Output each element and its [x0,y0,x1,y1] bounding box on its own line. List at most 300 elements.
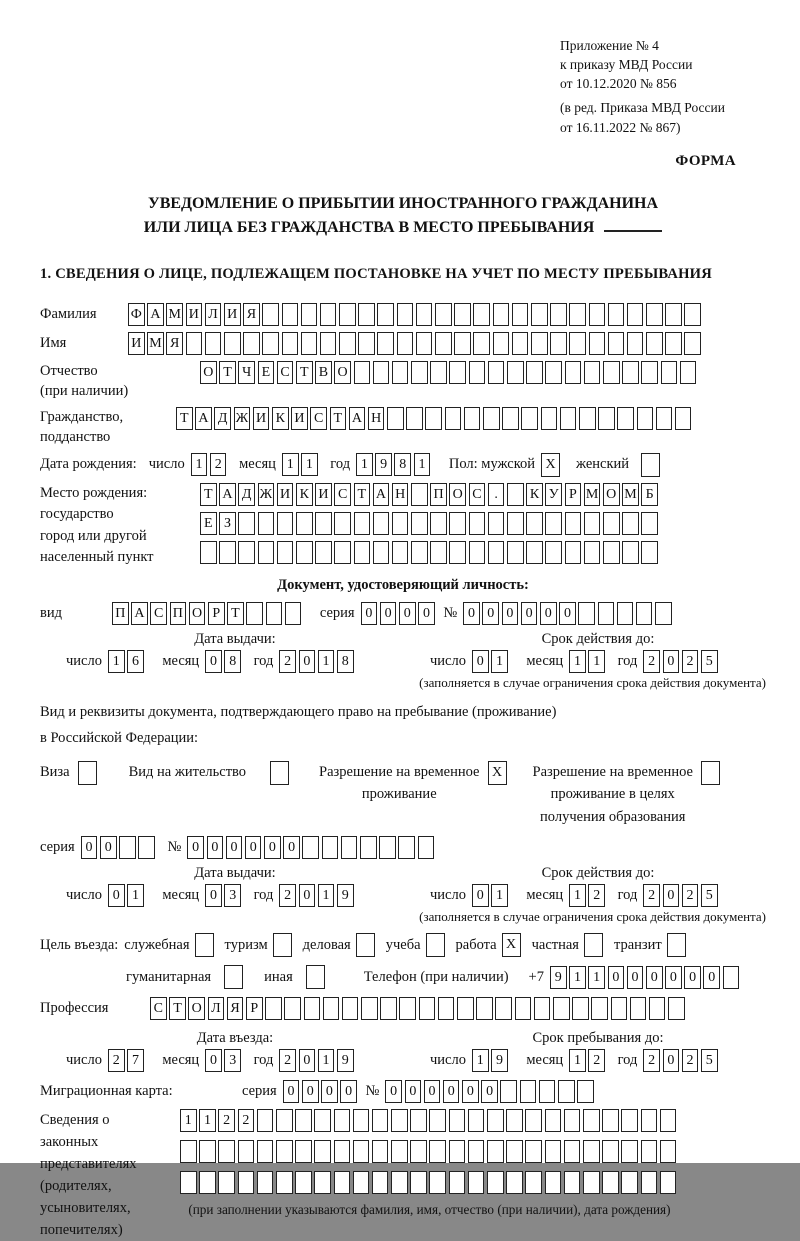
char-cell[interactable] [257,1109,274,1132]
char-cell[interactable]: 1 [199,1109,216,1132]
char-cell[interactable]: Т [169,997,186,1020]
char-cell[interactable]: 0 [502,602,519,625]
char-cell[interactable]: 1 [356,453,373,476]
char-cell[interactable]: 0 [418,602,435,625]
char-cell[interactable]: И [224,303,241,326]
char-cell[interactable]: У [545,483,562,506]
char-cell[interactable] [418,836,435,859]
char-cell[interactable]: О [603,483,620,506]
char-cell[interactable] [660,1171,677,1194]
char-cell[interactable] [430,361,447,384]
char-cell[interactable] [572,997,589,1020]
char-cell[interactable] [641,1109,658,1132]
char-cell[interactable]: 9 [337,884,354,907]
char-cell[interactable]: Д [214,407,231,430]
char-cell[interactable]: Е [200,512,217,535]
char-cell[interactable] [584,361,601,384]
char-cell[interactable] [411,512,428,535]
char-cell[interactable]: 2 [682,650,699,673]
char-cell[interactable]: 0 [187,836,204,859]
char-cell[interactable] [488,541,505,564]
char-cell[interactable]: А [131,602,148,625]
char-cell[interactable] [507,361,524,384]
char-cell[interactable] [334,541,351,564]
char-cell[interactable] [469,361,486,384]
char-cell[interactable] [603,512,620,535]
char-cell[interactable] [265,997,282,1020]
char-cell[interactable] [296,512,313,535]
char-cell[interactable]: С [310,407,327,430]
char-cell[interactable]: 0 [663,884,680,907]
char-cell[interactable]: 2 [682,884,699,907]
char-cell[interactable] [641,512,658,535]
char-cell[interactable] [603,361,620,384]
char-cell[interactable]: 0 [399,602,416,625]
char-cell[interactable]: 2 [643,650,660,673]
char-cell[interactable] [379,836,396,859]
char-cell[interactable] [565,512,582,535]
char-cell[interactable] [469,541,486,564]
char-cell[interactable] [636,602,653,625]
char-cell[interactable] [454,332,471,355]
char-cell[interactable] [322,836,339,859]
char-cell[interactable] [495,997,512,1020]
char-cell[interactable]: 2 [218,1109,235,1132]
char-cell[interactable] [493,332,510,355]
char-cell[interactable]: Т [219,361,236,384]
char-cell[interactable] [564,1171,581,1194]
char-cell[interactable] [483,407,500,430]
char-cell[interactable]: 0 [472,650,489,673]
char-cell[interactable] [541,407,558,430]
char-cell[interactable] [315,541,332,564]
char-cell[interactable] [429,1140,446,1163]
char-cell[interactable]: 0 [299,650,316,673]
char-cell[interactable]: А [147,303,164,326]
char-cell[interactable]: 0 [226,836,243,859]
char-cell[interactable] [723,966,740,989]
char-cell[interactable]: Т [176,407,193,430]
char-cell[interactable] [295,1171,312,1194]
char-cell[interactable] [553,997,570,1020]
char-cell[interactable] [334,1109,351,1132]
char-cell[interactable]: 1 [569,1049,586,1072]
char-cell[interactable]: 2 [279,1049,296,1072]
char-cell[interactable] [372,1109,389,1132]
char-cell[interactable] [334,512,351,535]
char-cell[interactable] [284,997,301,1020]
char-cell[interactable] [353,1171,370,1194]
char-cell[interactable] [646,303,663,326]
char-cell[interactable] [469,512,486,535]
char-cell[interactable] [550,303,567,326]
char-cell[interactable] [224,332,241,355]
char-cell[interactable] [392,541,409,564]
char-cell[interactable] [258,512,275,535]
char-cell[interactable] [410,1140,427,1163]
char-cell[interactable]: 0 [340,1080,357,1103]
char-cell[interactable] [341,836,358,859]
char-cell[interactable] [391,1171,408,1194]
char-cell[interactable] [684,332,701,355]
char-cell[interactable]: 0 [405,1080,422,1103]
char-cell[interactable] [665,332,682,355]
char-cell[interactable] [627,332,644,355]
char-cell[interactable]: 0 [380,602,397,625]
char-cell[interactable]: 1 [588,650,605,673]
char-cell[interactable] [468,1109,485,1132]
char-cell[interactable]: А [195,407,212,430]
char-cell[interactable] [578,602,595,625]
char-cell[interactable]: 1 [180,1109,197,1132]
char-cell[interactable] [416,332,433,355]
char-cell[interactable]: М [166,303,183,326]
char-cell[interactable]: 1 [301,453,318,476]
char-cell[interactable] [354,541,371,564]
char-cell[interactable]: Д [238,483,255,506]
char-cell[interactable]: 2 [588,884,605,907]
char-cell[interactable]: 1 [414,453,431,476]
char-cell[interactable]: 2 [643,1049,660,1072]
char-cell[interactable] [199,1140,216,1163]
sex-male-checkbox[interactable]: X [541,453,560,477]
char-cell[interactable] [334,1171,351,1194]
char-cell[interactable]: 8 [394,453,411,476]
char-cell[interactable] [502,407,519,430]
char-cell[interactable] [621,1171,638,1194]
char-cell[interactable] [380,997,397,1020]
char-cell[interactable]: З [219,512,236,535]
char-cell[interactable]: А [373,483,390,506]
char-cell[interactable] [238,1171,255,1194]
char-cell[interactable] [399,997,416,1020]
char-cell[interactable]: 5 [701,1049,718,1072]
char-cell[interactable]: 0 [81,836,98,859]
char-cell[interactable]: 0 [540,602,557,625]
char-cell[interactable] [608,303,625,326]
char-cell[interactable] [361,997,378,1020]
char-cell[interactable] [649,997,666,1020]
char-cell[interactable]: К [526,483,543,506]
char-cell[interactable]: 8 [337,650,354,673]
char-cell[interactable] [302,836,319,859]
char-cell[interactable]: 0 [663,1049,680,1072]
char-cell[interactable] [565,361,582,384]
char-cell[interactable] [646,332,663,355]
char-cell[interactable]: 0 [302,1080,319,1103]
char-cell[interactable]: 0 [684,966,701,989]
char-cell[interactable] [454,303,471,326]
char-cell[interactable] [621,1140,638,1163]
char-cell[interactable]: Е [258,361,275,384]
char-cell[interactable] [457,997,474,1020]
char-cell[interactable]: С [150,997,167,1020]
char-cell[interactable]: К [296,483,313,506]
char-cell[interactable] [372,1140,389,1163]
char-cell[interactable]: О [188,997,205,1020]
char-cell[interactable] [314,1171,331,1194]
char-cell[interactable] [526,361,543,384]
char-cell[interactable] [602,1171,619,1194]
char-cell[interactable] [186,332,203,355]
sex-female-checkbox[interactable] [641,453,660,477]
char-cell[interactable] [397,303,414,326]
char-cell[interactable] [320,332,337,355]
char-cell[interactable]: 1 [569,966,586,989]
char-cell[interactable] [425,407,442,430]
char-cell[interactable] [392,512,409,535]
char-cell[interactable]: 0 [283,1080,300,1103]
char-cell[interactable] [276,1109,293,1132]
char-cell[interactable] [295,1140,312,1163]
char-cell[interactable] [257,1171,274,1194]
char-cell[interactable] [602,1140,619,1163]
char-cell[interactable] [391,1140,408,1163]
char-cell[interactable] [411,541,428,564]
char-cell[interactable] [468,1140,485,1163]
char-cell[interactable] [488,512,505,535]
char-cell[interactable] [565,541,582,564]
char-cell[interactable] [493,303,510,326]
char-cell[interactable]: 0 [646,966,663,989]
char-cell[interactable] [520,1080,537,1103]
char-cell[interactable]: С [277,361,294,384]
char-cell[interactable] [589,303,606,326]
char-cell[interactable] [119,836,136,859]
char-cell[interactable] [339,303,356,326]
char-cell[interactable]: 2 [279,884,296,907]
char-cell[interactable]: 0 [703,966,720,989]
work-checkbox[interactable]: X [502,933,521,957]
char-cell[interactable] [339,332,356,355]
char-cell[interactable] [435,303,452,326]
char-cell[interactable] [569,332,586,355]
char-cell[interactable]: 1 [491,884,508,907]
char-cell[interactable]: 9 [375,453,392,476]
char-cell[interactable] [353,1140,370,1163]
char-cell[interactable] [277,541,294,564]
char-cell[interactable]: И [315,483,332,506]
char-cell[interactable] [641,541,658,564]
char-cell[interactable]: 9 [491,1049,508,1072]
char-cell[interactable]: 1 [472,1049,489,1072]
business-checkbox[interactable] [356,933,375,957]
char-cell[interactable]: О [200,361,217,384]
char-cell[interactable] [342,997,359,1020]
char-cell[interactable] [569,303,586,326]
char-cell[interactable] [534,997,551,1020]
char-cell[interactable] [315,512,332,535]
char-cell[interactable] [545,512,562,535]
char-cell[interactable] [243,332,260,355]
char-cell[interactable] [200,541,217,564]
char-cell[interactable] [387,407,404,430]
char-cell[interactable]: Я [243,303,260,326]
char-cell[interactable] [630,997,647,1020]
char-cell[interactable] [525,1140,542,1163]
char-cell[interactable]: 0 [283,836,300,859]
char-cell[interactable] [238,541,255,564]
char-cell[interactable]: 2 [588,1049,605,1072]
char-cell[interactable] [435,332,452,355]
char-cell[interactable] [320,303,337,326]
char-cell[interactable]: Т [296,361,313,384]
char-cell[interactable]: В [315,361,332,384]
char-cell[interactable] [301,303,318,326]
char-cell[interactable]: 0 [481,1080,498,1103]
char-cell[interactable]: 0 [108,884,125,907]
char-cell[interactable]: Ж [258,483,275,506]
char-cell[interactable] [262,303,279,326]
char-cell[interactable] [438,997,455,1020]
char-cell[interactable]: И [291,407,308,430]
char-cell[interactable] [219,541,236,564]
char-cell[interactable] [373,512,390,535]
char-cell[interactable] [675,407,692,430]
char-cell[interactable] [353,1109,370,1132]
char-cell[interactable] [507,541,524,564]
char-cell[interactable] [360,836,377,859]
char-cell[interactable] [429,1171,446,1194]
char-cell[interactable] [598,407,615,430]
char-cell[interactable] [617,407,634,430]
char-cell[interactable]: 0 [205,884,222,907]
char-cell[interactable] [377,303,394,326]
char-cell[interactable]: 0 [559,602,576,625]
char-cell[interactable] [583,1171,600,1194]
char-cell[interactable] [358,303,375,326]
char-cell[interactable] [539,1080,556,1103]
char-cell[interactable] [354,512,371,535]
char-cell[interactable]: Б [641,483,658,506]
char-cell[interactable] [515,997,532,1020]
char-cell[interactable] [564,1140,581,1163]
char-cell[interactable] [373,361,390,384]
char-cell[interactable] [430,512,447,535]
char-cell[interactable]: 2 [279,650,296,673]
char-cell[interactable] [608,332,625,355]
char-cell[interactable]: С [469,483,486,506]
char-cell[interactable]: Р [208,602,225,625]
char-cell[interactable] [429,1109,446,1132]
char-cell[interactable] [406,407,423,430]
char-cell[interactable] [558,1080,575,1103]
char-cell[interactable] [410,1171,427,1194]
char-cell[interactable] [323,997,340,1020]
char-cell[interactable] [500,1080,517,1103]
char-cell[interactable]: 9 [550,966,567,989]
char-cell[interactable]: П [170,602,187,625]
char-cell[interactable]: Н [392,483,409,506]
char-cell[interactable] [668,997,685,1020]
char-cell[interactable] [627,303,644,326]
char-cell[interactable] [584,512,601,535]
char-cell[interactable]: 1 [569,884,586,907]
char-cell[interactable] [449,361,466,384]
char-cell[interactable] [598,602,615,625]
char-cell[interactable]: 3 [224,1049,241,1072]
char-cell[interactable] [577,1080,594,1103]
char-cell[interactable] [285,602,302,625]
char-cell[interactable] [410,1109,427,1132]
other-checkbox[interactable] [306,965,325,989]
char-cell[interactable]: 1 [588,966,605,989]
official-checkbox[interactable] [195,933,214,957]
char-cell[interactable] [525,1171,542,1194]
char-cell[interactable] [579,407,596,430]
char-cell[interactable] [583,1140,600,1163]
char-cell[interactable] [545,1171,562,1194]
char-cell[interactable]: 0 [424,1080,441,1103]
char-cell[interactable]: С [334,483,351,506]
char-cell[interactable]: 0 [385,1080,402,1103]
char-cell[interactable] [661,361,678,384]
char-cell[interactable] [138,836,155,859]
char-cell[interactable] [282,303,299,326]
char-cell[interactable]: 0 [205,650,222,673]
char-cell[interactable] [507,483,524,506]
char-cell[interactable]: 0 [299,884,316,907]
char-cell[interactable] [411,483,428,506]
char-cell[interactable] [684,303,701,326]
char-cell[interactable] [277,512,294,535]
char-cell[interactable] [560,407,577,430]
char-cell[interactable] [660,1109,677,1132]
char-cell[interactable]: И [253,407,270,430]
char-cell[interactable]: 0 [245,836,262,859]
char-cell[interactable] [660,1140,677,1163]
char-cell[interactable] [304,997,321,1020]
char-cell[interactable] [545,1140,562,1163]
char-cell[interactable]: 1 [282,453,299,476]
char-cell[interactable]: 0 [627,966,644,989]
char-cell[interactable] [665,303,682,326]
char-cell[interactable] [473,303,490,326]
char-cell[interactable]: И [186,303,203,326]
char-cell[interactable] [354,361,371,384]
char-cell[interactable] [314,1140,331,1163]
char-cell[interactable] [641,1171,658,1194]
char-cell[interactable] [637,407,654,430]
visa-checkbox[interactable] [78,761,97,785]
char-cell[interactable] [464,407,481,430]
char-cell[interactable] [205,332,222,355]
humanitarian-checkbox[interactable] [224,965,243,989]
char-cell[interactable] [531,303,548,326]
char-cell[interactable]: 1 [569,650,586,673]
char-cell[interactable]: 1 [108,650,125,673]
char-cell[interactable]: 2 [238,1109,255,1132]
char-cell[interactable]: Р [246,997,263,1020]
char-cell[interactable] [506,1140,523,1163]
char-cell[interactable]: 0 [472,884,489,907]
char-cell[interactable] [238,1140,255,1163]
char-cell[interactable] [583,1109,600,1132]
char-cell[interactable]: 5 [701,650,718,673]
char-cell[interactable]: 2 [210,453,227,476]
char-cell[interactable]: Я [166,332,183,355]
char-cell[interactable] [416,303,433,326]
char-cell[interactable]: И [128,332,145,355]
char-cell[interactable] [512,332,529,355]
char-cell[interactable]: Т [200,483,217,506]
char-cell[interactable] [589,332,606,355]
char-cell[interactable]: 1 [318,884,335,907]
transit-checkbox[interactable] [667,933,686,957]
char-cell[interactable] [591,997,608,1020]
char-cell[interactable]: Ф [128,303,145,326]
char-cell[interactable] [246,602,263,625]
